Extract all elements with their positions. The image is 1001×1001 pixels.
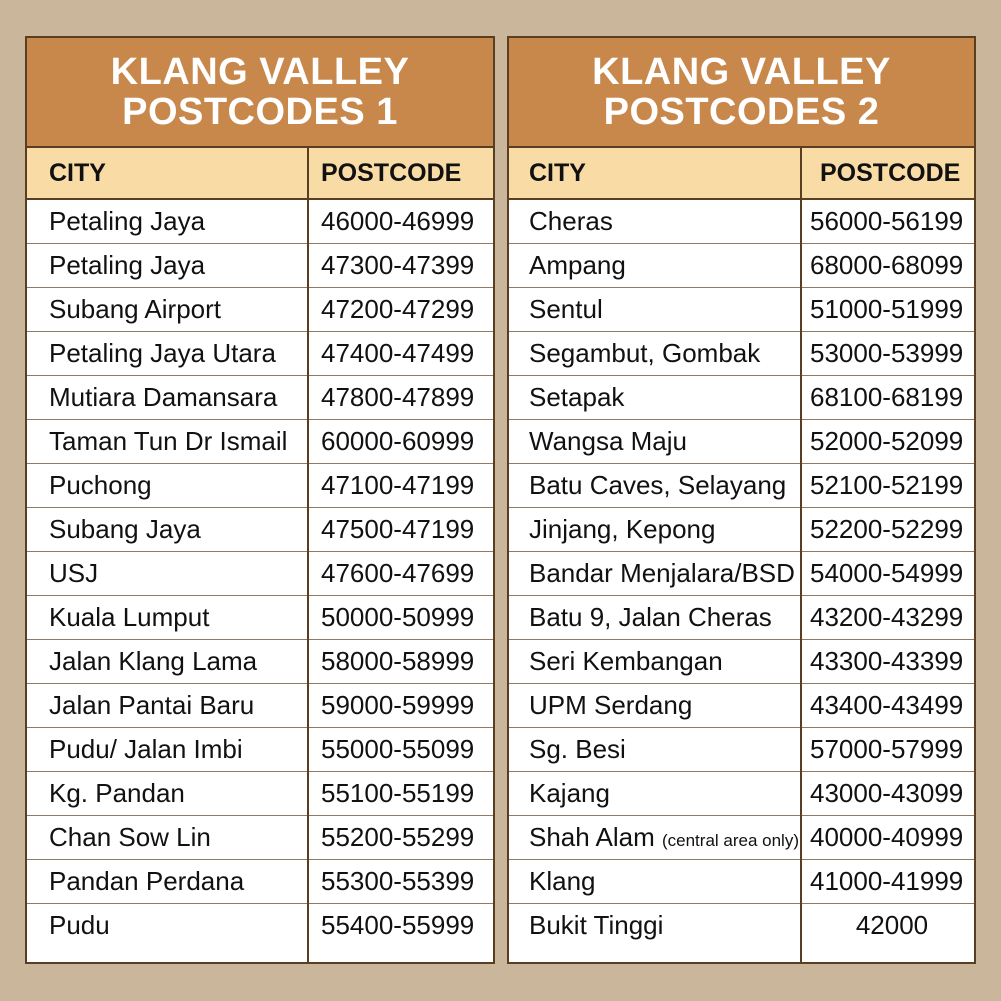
table-row <box>509 199 974 244</box>
table-row <box>27 772 493 816</box>
city-cell: Subang Airport <box>27 288 308 332</box>
postcode-cell: 47300-47399 <box>308 244 493 288</box>
city-cell: Wangsa Maju <box>509 420 801 464</box>
city-cell: Seri Kembangan <box>509 640 801 684</box>
postcode-cell: 55100-55199 <box>308 772 493 816</box>
postcode-cell: 42000 <box>801 904 974 948</box>
table-row <box>509 816 974 860</box>
postcode-cell: 43200-43299 <box>801 596 974 640</box>
city-cell: Bandar Menjalara/BSD <box>509 552 801 596</box>
city-name: Shah Alam <box>529 822 655 852</box>
table-title <box>509 38 974 148</box>
postcode-cell: 47800-47899 <box>308 376 493 420</box>
postcode-column-header: POSTCODE <box>308 148 493 199</box>
header-row <box>509 148 974 199</box>
postcode-cell: 68000-68099 <box>801 244 974 288</box>
city-cell: Puchong <box>27 464 308 508</box>
postcode-cell: 55300-55399 <box>308 860 493 904</box>
filler-cell <box>509 947 801 964</box>
postcode-cell: 43000-43099 <box>801 772 974 816</box>
postcode-cell: 56000-56199 <box>801 199 974 244</box>
postcode-cell: 47500-47199 <box>308 508 493 552</box>
table-row <box>509 464 974 508</box>
table-row <box>509 684 974 728</box>
postcode-cell: 53000-53999 <box>801 332 974 376</box>
table-row <box>509 728 974 772</box>
table-row <box>27 332 493 376</box>
city-cell: Petaling Jaya <box>27 199 308 244</box>
city-cell: Ampang <box>509 244 801 288</box>
city-cell: Subang Jaya <box>27 508 308 552</box>
city-cell: Chan Sow Lin <box>27 816 308 860</box>
table-row <box>509 508 974 552</box>
table-row <box>27 420 493 464</box>
postcode-cell: 41000-41999 <box>801 860 974 904</box>
postcode-cell: 47100-47199 <box>308 464 493 508</box>
table-row <box>509 332 974 376</box>
city-column-header: CITY <box>509 148 801 199</box>
table-row <box>27 860 493 904</box>
postcode-cell: 57000-57999 <box>801 728 974 772</box>
filler-cell <box>308 947 493 964</box>
city-column-header: CITY <box>27 148 308 199</box>
city-cell: Pudu <box>49 910 110 940</box>
city-cell: USJ <box>27 552 308 596</box>
table-row <box>27 904 493 948</box>
postcode-cell: 47600-47699 <box>308 552 493 596</box>
title-line-2: POSTCODES 1 <box>122 91 398 133</box>
postcode-cell: 43400-43499 <box>801 684 974 728</box>
postcode-cell: 51000-51999 <box>801 288 974 332</box>
table-row <box>509 552 974 596</box>
postcode-cell: 43300-43399 <box>801 640 974 684</box>
city-cell: Kajang <box>509 772 801 816</box>
table-row <box>27 640 493 684</box>
table-row <box>509 244 974 288</box>
postcode-cell: 55000-55099 <box>308 728 493 772</box>
filler-cell <box>27 947 308 964</box>
table-row <box>27 816 493 860</box>
table-row <box>509 596 974 640</box>
city-cell: Petaling Jaya Utara <box>27 332 308 376</box>
postcode-cell: 47200-47299 <box>308 288 493 332</box>
filler-row <box>27 947 493 964</box>
city-cell: Setapak <box>509 376 801 420</box>
table-row <box>509 376 974 420</box>
postcode-column-header: POSTCODE <box>801 148 974 199</box>
city-cell <box>509 816 801 860</box>
table-row <box>27 464 493 508</box>
city-cell: Kuala Lumput <box>27 596 308 640</box>
filler-row <box>509 947 974 964</box>
table-row <box>27 552 493 596</box>
postcode-cell: 47400-47499 <box>308 332 493 376</box>
postcode-cell: 55200-55299 <box>308 816 493 860</box>
city-cell: Sentul <box>509 288 801 332</box>
postcode-table-2 <box>507 36 976 964</box>
postcode-cell: 46000-46999 <box>308 199 493 244</box>
city-cell: Cheras <box>509 199 801 244</box>
table-row <box>509 640 974 684</box>
postcode-cell: 50000-50999 <box>308 596 493 640</box>
postcode-cell: 52100-52199 <box>801 464 974 508</box>
postcode-cell: 68100-68199 <box>801 376 974 420</box>
postcode-cell: 58000-58999 <box>308 640 493 684</box>
filler-cell <box>801 947 974 964</box>
city-cell: Petaling Jaya <box>27 244 308 288</box>
city-cell: Jalan Pantai Baru <box>27 684 308 728</box>
city-cell: Pudu/ Jalan Imbi <box>27 728 308 772</box>
table-row <box>509 288 974 332</box>
city-cell: UPM Serdang <box>509 684 801 728</box>
table-row <box>27 288 493 332</box>
city-cell: Bukit Tinggi <box>529 910 664 940</box>
postcode-cell: 52000-52099 <box>801 420 974 464</box>
table-row <box>509 904 974 948</box>
table-row <box>27 508 493 552</box>
postcode-table <box>509 148 974 964</box>
title-line-1: KLANG VALLEY <box>110 51 410 93</box>
postcode-table-1 <box>25 36 495 964</box>
postcode-cell: 54000-54999 <box>801 552 974 596</box>
city-note: (central area only) <box>661 831 799 850</box>
table-row <box>27 684 493 728</box>
title-line-1: KLANG VALLEY <box>592 51 891 93</box>
table-row <box>27 376 493 420</box>
city-cell: Jinjang, Kepong <box>509 508 801 552</box>
table-row <box>509 772 974 816</box>
table-title <box>27 38 493 148</box>
city-cell: Taman Tun Dr Ismail <box>27 420 308 464</box>
table-row <box>27 244 493 288</box>
table-row <box>27 596 493 640</box>
city-cell: Pandan Perdana <box>27 860 308 904</box>
city-cell: Batu Caves, Selayang <box>509 464 801 508</box>
table-row <box>509 420 974 464</box>
postcode-cell: 55400-55999 <box>308 904 493 948</box>
city-cell: Kg. Pandan <box>27 772 308 816</box>
table-row <box>509 860 974 904</box>
city-cell: Segambut, Gombak <box>509 332 801 376</box>
postcode-table <box>27 148 493 964</box>
city-cell: Mutiara Damansara <box>27 376 308 420</box>
header-row <box>27 148 493 199</box>
table-row <box>27 199 493 244</box>
postcode-cell: 60000-60999 <box>308 420 493 464</box>
postcode-cell: 40000-40999 <box>801 816 974 860</box>
city-cell: Sg. Besi <box>509 728 801 772</box>
city-cell: Batu 9, Jalan Cheras <box>509 596 801 640</box>
city-cell: Klang <box>509 860 801 904</box>
title-line-2: POSTCODES 2 <box>603 91 880 133</box>
table-row <box>27 728 493 772</box>
city-cell: Jalan Klang Lama <box>27 640 308 684</box>
postcode-cell: 52200-52299 <box>801 508 974 552</box>
postcode-cell: 59000-59999 <box>308 684 493 728</box>
